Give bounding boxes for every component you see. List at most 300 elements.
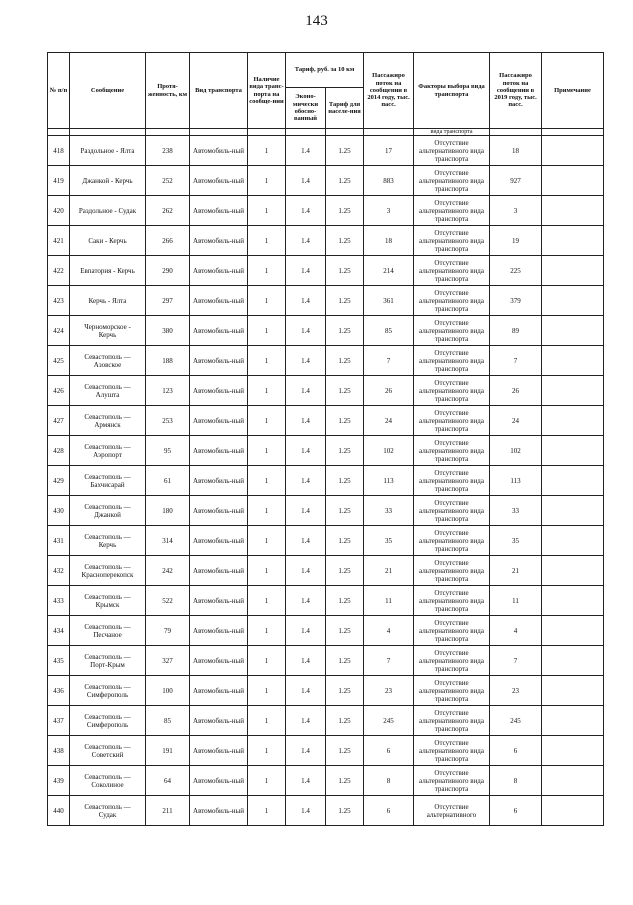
route-from: Севастополь —	[84, 802, 131, 811]
cell-availability: 1	[248, 526, 286, 556]
cell-flow-2014: 361	[364, 286, 414, 316]
cell-num: 436	[48, 676, 70, 706]
cell-length: 188	[146, 346, 190, 376]
cell-tariff-econ: 1.4	[286, 256, 326, 286]
route-to: Судак	[98, 810, 117, 819]
cell-note	[542, 406, 604, 436]
cell-transport: Автомобиль-ный	[190, 796, 248, 826]
cell-tariff-pop: 1.25	[326, 676, 364, 706]
cell-flow-2014: 11	[364, 586, 414, 616]
cell-route	[70, 286, 146, 316]
cell-flow-2014: 23	[364, 676, 414, 706]
cell-tariff-pop: 1.25	[326, 286, 364, 316]
route-from: Севастополь —	[84, 532, 131, 541]
cell-route	[70, 316, 146, 346]
table-row	[48, 166, 604, 196]
route-from: Севастополь —	[84, 682, 131, 691]
cell-note	[542, 676, 604, 706]
cell-tariff-econ: 1.4	[286, 286, 326, 316]
cell-availability: 1	[248, 646, 286, 676]
cell-flow-2014: 35	[364, 526, 414, 556]
cell-tariff-econ: 1.4	[286, 706, 326, 736]
cell-flow-2014: 245	[364, 706, 414, 736]
cell-transport: Автомобиль-ный	[190, 736, 248, 766]
cell-flow-2019: 11	[490, 586, 542, 616]
table-row	[48, 436, 604, 466]
cell-num: 432	[48, 556, 70, 586]
cell-tariff-econ: 1.4	[286, 346, 326, 376]
cell-length: 314	[146, 526, 190, 556]
cell-num: 440	[48, 796, 70, 826]
cell-note	[542, 646, 604, 676]
cell-tariff-econ: 1.4	[286, 196, 326, 226]
cell-route	[70, 706, 146, 736]
cell-flow-2014: 17	[364, 136, 414, 166]
cell-tariff-econ: 1.4	[286, 226, 326, 256]
route-from: Севастополь —	[84, 502, 131, 511]
cell-flow-2019: 245	[490, 706, 542, 736]
cell-flow-2019: 8	[490, 766, 542, 796]
route-to: Песчаное	[93, 630, 122, 639]
cell-flow-2014: 3	[364, 196, 414, 226]
cell-factor: Отсутствие альтернативного вида транспорта	[414, 706, 490, 736]
cell-tariff-pop: 1.25	[326, 706, 364, 736]
cell-note	[542, 586, 604, 616]
cell-length: 252	[146, 166, 190, 196]
cell-length: 180	[146, 496, 190, 526]
cell-factor: Отсутствие альтернативного вида транспорта	[414, 136, 490, 166]
cell-tariff-pop: 1.25	[326, 196, 364, 226]
cell-route	[70, 736, 146, 766]
route-to: Симферополь	[86, 690, 129, 699]
cell-flow-2019: 89	[490, 316, 542, 346]
route-from: Севастополь —	[84, 742, 131, 751]
cell-note	[542, 496, 604, 526]
cell-route	[70, 496, 146, 526]
table-row	[48, 496, 604, 526]
cell-note	[542, 226, 604, 256]
route-from: Севастополь —	[84, 352, 131, 361]
cell-num: 437	[48, 706, 70, 736]
cell-note	[542, 616, 604, 646]
route-to: Крымск	[95, 600, 120, 609]
cell-note	[542, 376, 604, 406]
cell-note	[542, 316, 604, 346]
cell-route	[70, 796, 146, 826]
cell-availability: 1	[248, 586, 286, 616]
cell-flow-2019: 26	[490, 376, 542, 406]
cell-route	[70, 616, 146, 646]
cell-note	[542, 706, 604, 736]
cell-tariff-econ: 1.4	[286, 526, 326, 556]
cell-factor: Отсутствие альтернативного вида транспорта	[414, 196, 490, 226]
cell-factor: Отсутствие альтернативного	[414, 796, 490, 826]
cell-transport: Автомобиль-ный	[190, 466, 248, 496]
route-to: Аэропорт	[93, 450, 122, 459]
route-to: Советский	[91, 750, 124, 759]
route-to: Джанкой	[94, 510, 121, 519]
cell-num: 430	[48, 496, 70, 526]
cell-flow-2019: 19	[490, 226, 542, 256]
cell-transport: Автомобиль-ный	[190, 676, 248, 706]
cell-tariff-econ: 1.4	[286, 556, 326, 586]
cell-length: 380	[146, 316, 190, 346]
cell-num: 428	[48, 436, 70, 466]
cell-tariff-econ: 1.4	[286, 766, 326, 796]
cell-flow-2014: 26	[364, 376, 414, 406]
cell-num: 438	[48, 736, 70, 766]
header-note: Примечание	[542, 53, 604, 129]
table-row	[48, 286, 604, 316]
cell-transport: Автомобиль-ный	[190, 616, 248, 646]
cell-flow-2014: 6	[364, 736, 414, 766]
cell-tariff-econ: 1.4	[286, 796, 326, 826]
cell-flow-2019: 4	[490, 616, 542, 646]
cell-flow-2014: 7	[364, 646, 414, 676]
cell-tariff-pop: 1.25	[326, 166, 364, 196]
cell-transport: Автомобиль-ный	[190, 406, 248, 436]
cell-tariff-pop: 1.25	[326, 496, 364, 526]
cell-tariff-pop: 1.25	[326, 466, 364, 496]
cell-tariff-pop: 1.25	[326, 766, 364, 796]
cell-route	[70, 406, 146, 436]
route-to: Красноперекопск	[81, 570, 134, 579]
cell-tariff-pop: 1.25	[326, 436, 364, 466]
cell-tariff-econ: 1.4	[286, 376, 326, 406]
cell-tariff-pop: 1.25	[326, 226, 364, 256]
cell-tariff-pop: 1.25	[326, 586, 364, 616]
cell-availability: 1	[248, 286, 286, 316]
cell-flow-2019: 102	[490, 436, 542, 466]
cell-tariff-pop: 1.25	[326, 796, 364, 826]
table-row	[48, 526, 604, 556]
cell-flow-2019: 6	[490, 736, 542, 766]
cell-length: 327	[146, 646, 190, 676]
cell-availability: 1	[248, 676, 286, 706]
cell-factor: Отсутствие альтернативного вида транспорта	[414, 406, 490, 436]
cell-flow-2014: 113	[364, 466, 414, 496]
cell-tariff-pop: 1.25	[326, 376, 364, 406]
cell-flow-2014: 7	[364, 346, 414, 376]
cell-flow-2019: 23	[490, 676, 542, 706]
cell-tariff-econ: 1.4	[286, 406, 326, 436]
cell-route	[70, 526, 146, 556]
cell-num: 421	[48, 226, 70, 256]
cell-num: 423	[48, 286, 70, 316]
cell-factor: Отсутствие альтернативного вида транспорта	[414, 646, 490, 676]
cell-flow-2019: 225	[490, 256, 542, 286]
route-from: Севастополь —	[84, 622, 131, 631]
route-from: Саки - Керчь	[88, 236, 127, 245]
cell-route	[70, 676, 146, 706]
cell-tariff-pop: 1.25	[326, 556, 364, 586]
cell-factor: Отсутствие альтернативного вида транспорта	[414, 436, 490, 466]
cell-transport: Автомобиль-ный	[190, 376, 248, 406]
cell-route	[70, 196, 146, 226]
cell-availability: 1	[248, 766, 286, 796]
cell-num: 426	[48, 376, 70, 406]
cell-note	[542, 346, 604, 376]
cell-tariff-pop: 1.25	[326, 616, 364, 646]
routes-table	[47, 52, 604, 826]
cell-availability: 1	[248, 376, 286, 406]
cell-transport: Автомобиль-ный	[190, 226, 248, 256]
cell-availability: 1	[248, 616, 286, 646]
cell-availability: 1	[248, 346, 286, 376]
cell-tariff-econ: 1.4	[286, 736, 326, 766]
table-row	[48, 646, 604, 676]
cell-note	[542, 796, 604, 826]
cell-length: 242	[146, 556, 190, 586]
cell-flow-2014: 33	[364, 496, 414, 526]
cell-factor: Отсутствие альтернативного вида транспорта	[414, 226, 490, 256]
cell-transport: Автомобиль-ный	[190, 526, 248, 556]
table-row	[48, 616, 604, 646]
route-to: Алушта	[95, 390, 120, 399]
cell-flow-2019: 35	[490, 526, 542, 556]
cell-availability: 1	[248, 226, 286, 256]
cell-factor: Отсутствие альтернативного вида транспорта	[414, 466, 490, 496]
cell-tariff-econ: 1.4	[286, 646, 326, 676]
table-row	[48, 556, 604, 586]
cell-num: 434	[48, 616, 70, 646]
cell-flow-2014: 102	[364, 436, 414, 466]
cell-note	[542, 436, 604, 466]
cell-availability: 1	[248, 196, 286, 226]
header-route: Сообщение	[70, 53, 146, 129]
cell-availability: 1	[248, 406, 286, 436]
cell-num: 425	[48, 346, 70, 376]
cell-route	[70, 466, 146, 496]
header-flow-2019: Пассажиро поток на сообщении в 2019 году, тыс. пасс.	[490, 53, 542, 129]
cell-length: 262	[146, 196, 190, 226]
cell-tariff-econ: 1.4	[286, 436, 326, 466]
cell-tariff-econ: 1.4	[286, 136, 326, 166]
route-from: Севастополь —	[84, 592, 131, 601]
header-transport: Вид транспорта	[190, 53, 248, 129]
cell-flow-2014: 21	[364, 556, 414, 586]
header-availability: Наличие вида транс-порта на сообще-нии	[248, 53, 286, 129]
cell-flow-2014: 4	[364, 616, 414, 646]
cell-flow-2019: 21	[490, 556, 542, 586]
cell-route	[70, 346, 146, 376]
cell-route	[70, 166, 146, 196]
route-from: Севастополь —	[84, 412, 131, 421]
cell-availability: 1	[248, 466, 286, 496]
cell-tariff-pop: 1.25	[326, 526, 364, 556]
cell-flow-2014: 6	[364, 796, 414, 826]
cell-tariff-pop: 1.25	[326, 736, 364, 766]
cell-num: 424	[48, 316, 70, 346]
cell-transport: Автомобиль-ный	[190, 706, 248, 736]
continuation-text: вида транспорта	[414, 129, 490, 136]
cell-note	[542, 466, 604, 496]
cell-transport: Автомобиль-ный	[190, 556, 248, 586]
route-from: Севастополь —	[84, 562, 131, 571]
route-from: Севастополь —	[84, 712, 131, 721]
cell-note	[542, 286, 604, 316]
cell-flow-2019: 927	[490, 166, 542, 196]
cell-tariff-econ: 1.4	[286, 316, 326, 346]
cell-tariff-pop: 1.25	[326, 406, 364, 436]
cell-length: 191	[146, 736, 190, 766]
route-from: Севастополь —	[84, 442, 131, 451]
cell-note	[542, 136, 604, 166]
cell-num: 433	[48, 586, 70, 616]
cell-length: 253	[146, 406, 190, 436]
cell-tariff-pop: 1.25	[326, 346, 364, 376]
cell-note	[542, 526, 604, 556]
route-to: Азовское	[93, 360, 122, 369]
cell-transport: Автомобиль-ный	[190, 136, 248, 166]
cell-length: 79	[146, 616, 190, 646]
cell-flow-2019: 3	[490, 196, 542, 226]
cell-transport: Автомобиль-ный	[190, 256, 248, 286]
cell-note	[542, 166, 604, 196]
cell-length: 297	[146, 286, 190, 316]
cell-flow-2014: 18	[364, 226, 414, 256]
cell-tariff-econ: 1.4	[286, 466, 326, 496]
cell-factor: Отсутствие альтернативного вида транспорта	[414, 586, 490, 616]
route-to: Бахчисарай	[90, 480, 125, 489]
continuation-row	[48, 129, 604, 136]
cell-availability: 1	[248, 316, 286, 346]
cell-route	[70, 226, 146, 256]
table-row	[48, 316, 604, 346]
cell-transport: Автомобиль-ный	[190, 586, 248, 616]
table-row	[48, 346, 604, 376]
cell-factor: Отсутствие альтернативного вида транспорта	[414, 256, 490, 286]
cell-transport: Автомобиль-ный	[190, 346, 248, 376]
cell-tariff-econ: 1.4	[286, 586, 326, 616]
table-row	[48, 376, 604, 406]
cell-availability: 1	[248, 136, 286, 166]
table-row	[48, 706, 604, 736]
cell-tariff-econ: 1.4	[286, 496, 326, 526]
cell-factor: Отсутствие альтернативного вида транспорта	[414, 346, 490, 376]
cell-factor: Отсутствие альтернативного вида транспорта	[414, 316, 490, 346]
cell-transport: Автомобиль-ный	[190, 286, 248, 316]
cell-num: 427	[48, 406, 70, 436]
route-from: Раздольное - Судак	[78, 206, 137, 215]
cell-transport: Автомобиль-ный	[190, 766, 248, 796]
table-row	[48, 586, 604, 616]
cell-transport: Автомобиль-ный	[190, 166, 248, 196]
cell-factor: Отсутствие альтернативного вида транспорта	[414, 376, 490, 406]
cell-route	[70, 556, 146, 586]
table-row	[48, 256, 604, 286]
cell-num: 439	[48, 766, 70, 796]
cell-flow-2014: 24	[364, 406, 414, 436]
route-from: Евпатория - Керчь	[80, 266, 135, 275]
cell-length: 238	[146, 136, 190, 166]
cell-transport: Автомобиль-ный	[190, 436, 248, 466]
cell-flow-2014: 214	[364, 256, 414, 286]
cell-num: 431	[48, 526, 70, 556]
cell-availability: 1	[248, 166, 286, 196]
cell-factor: Отсутствие альтернативного вида транспорта	[414, 736, 490, 766]
cell-availability: 1	[248, 496, 286, 526]
table-row	[48, 766, 604, 796]
header-num: № п/п	[48, 53, 70, 129]
table-row	[48, 466, 604, 496]
cell-tariff-pop: 1.25	[326, 646, 364, 676]
cell-tariff-pop: 1.25	[326, 256, 364, 286]
cell-availability: 1	[248, 436, 286, 466]
cell-route	[70, 766, 146, 796]
header-flow-2014: Пассажиро поток на сообщении в 2014 году, тыс. пасс.	[364, 53, 414, 129]
table-row	[48, 796, 604, 826]
header-tariff-econ: Эконо-мически обосно-ванный	[286, 88, 326, 129]
route-to: Керчь	[98, 540, 117, 549]
cell-factor: Отсутствие альтернативного вида транспорта	[414, 616, 490, 646]
cell-note	[542, 256, 604, 286]
table-row	[48, 406, 604, 436]
cell-route	[70, 586, 146, 616]
cell-flow-2019: 33	[490, 496, 542, 526]
cell-length: 211	[146, 796, 190, 826]
cell-availability: 1	[248, 706, 286, 736]
cell-flow-2019: 7	[490, 346, 542, 376]
cell-length: 290	[146, 256, 190, 286]
route-from: Керчь - Ялта	[88, 296, 127, 305]
cell-flow-2019: 24	[490, 406, 542, 436]
cell-length: 85	[146, 706, 190, 736]
cell-flow-2019: 113	[490, 466, 542, 496]
cell-factor: Отсутствие альтернативного вида транспорта	[414, 286, 490, 316]
route-to: Симферополь	[86, 720, 129, 729]
route-from: Севастополь —	[84, 382, 131, 391]
cell-num: 420	[48, 196, 70, 226]
cell-factor: Отсутствие альтернативного вида транспорта	[414, 556, 490, 586]
cell-num: 418	[48, 136, 70, 166]
cell-route	[70, 646, 146, 676]
header-tariff-pop: Тариф для населе-ния	[326, 88, 364, 129]
cell-tariff-pop: 1.25	[326, 316, 364, 346]
cell-num: 429	[48, 466, 70, 496]
cell-length: 61	[146, 466, 190, 496]
cell-availability: 1	[248, 736, 286, 766]
cell-num: 435	[48, 646, 70, 676]
cell-route	[70, 376, 146, 406]
cell-tariff-econ: 1.4	[286, 616, 326, 646]
cell-factor: Отсутствие альтернативного вида транспорта	[414, 676, 490, 706]
cell-length: 123	[146, 376, 190, 406]
cell-tariff-econ: 1.4	[286, 676, 326, 706]
cell-factor: Отсутствие альтернативного вида транспорта	[414, 526, 490, 556]
cell-flow-2014: 883	[364, 166, 414, 196]
cell-flow-2019: 379	[490, 286, 542, 316]
cell-length: 95	[146, 436, 190, 466]
header-factors: Факторы выбора вида транспорта	[414, 53, 490, 129]
cell-availability: 1	[248, 556, 286, 586]
cell-transport: Автомобиль-ный	[190, 316, 248, 346]
cell-factor: Отсутствие альтернативного вида транспорта	[414, 496, 490, 526]
cell-flow-2014: 8	[364, 766, 414, 796]
cell-flow-2014: 85	[364, 316, 414, 346]
cell-num: 419	[48, 166, 70, 196]
cell-route	[70, 436, 146, 466]
page-number: 143	[305, 13, 328, 29]
route-to: Порт-Крым	[90, 660, 125, 669]
cell-route	[70, 256, 146, 286]
cell-factor: Отсутствие альтернативного вида транспорта	[414, 766, 490, 796]
cell-num: 422	[48, 256, 70, 286]
cell-length: 266	[146, 226, 190, 256]
cell-length: 522	[146, 586, 190, 616]
cell-factor: Отсутствие альтернативного вида транспорта	[414, 166, 490, 196]
route-from: Черноморское -	[84, 322, 131, 331]
